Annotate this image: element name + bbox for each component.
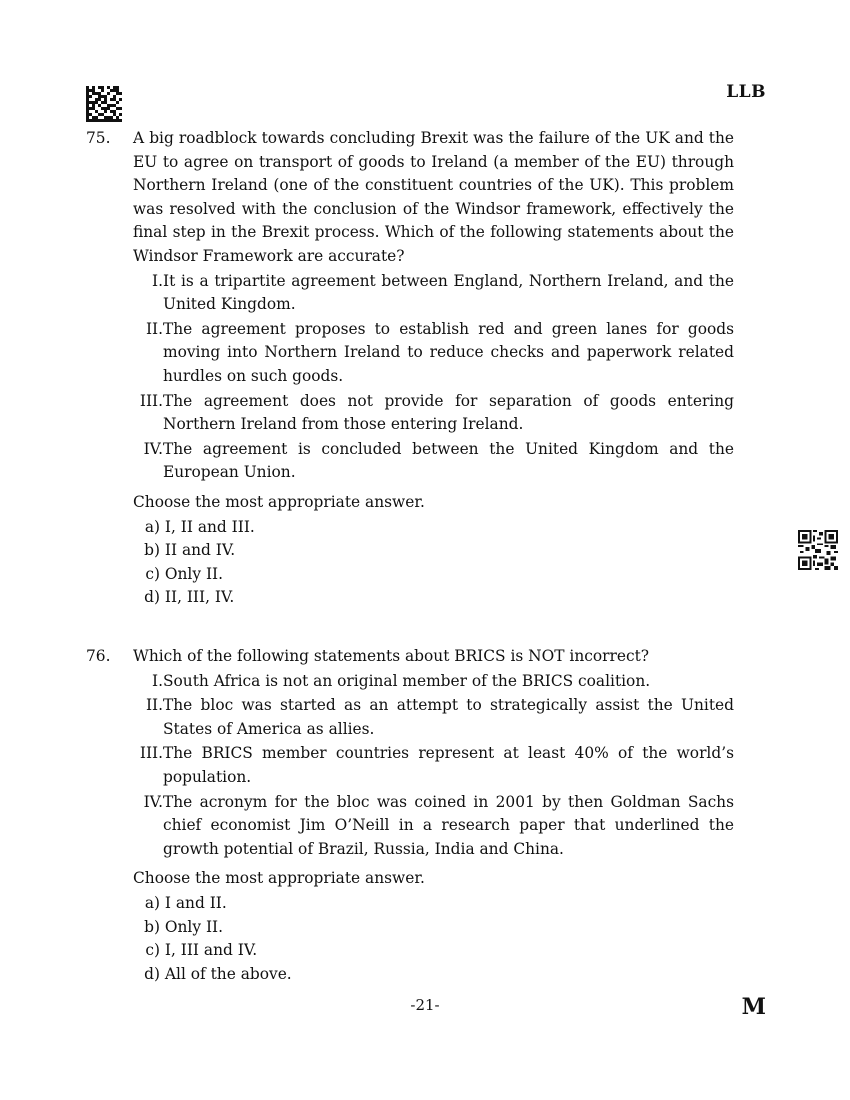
option-letter: d) (144, 964, 160, 983)
option-letter: d) (144, 588, 160, 607)
statement-item (133, 791, 734, 862)
option-text: I, II and III. (164, 517, 255, 536)
option-text: I and II. (164, 893, 227, 912)
option-letter: c) (145, 564, 160, 583)
question-76 (86, 645, 734, 986)
series-code: M (741, 994, 766, 1020)
statement-numeral: I. (152, 671, 163, 690)
question-75 (86, 127, 734, 610)
question-stem: A big roadblock towards concluding Brexit was the failure of the UK and the EU to agree on transport of goods to Ireland (a member of the EU) through Northern Ireland (one of the constituent countries of the UK). This problem was resolved with the conclusion of the Windsor framework, effectively the final step in the Brexit process. Which of the following statements about the Windsor Framework are accurate? (133, 129, 734, 265)
option-letter: c) (145, 941, 160, 960)
exam-code-header: LLB (726, 82, 766, 102)
option-letter: a) (144, 517, 160, 536)
answer-prompt: Choose the most appropriate answer. (133, 492, 425, 511)
option-d[interactable] (133, 586, 734, 610)
option-d[interactable] (133, 963, 734, 987)
statement-text: The bloc was started as an attempt to strategically assist the United States of America as allies. (163, 696, 734, 738)
option-list (133, 892, 734, 986)
option-b[interactable] (133, 539, 734, 563)
option-letter: b) (144, 541, 160, 560)
question-number: 76. (86, 647, 111, 665)
statement-item (133, 670, 734, 694)
option-text: Only II. (164, 564, 223, 583)
statement-item (133, 390, 734, 437)
statement-item (133, 694, 734, 741)
statement-text: The acronym for the bloc was coined in 2001 by then Goldman Sachs chief economist Jim O’Neill in a research paper that underlined the growth potential of Brazil, Russia, India and China. (163, 792, 734, 858)
page-number: -21- (410, 996, 440, 1014)
qr-code-icon (798, 530, 838, 570)
question-stem: Which of the following statements about BRICS is NOT incorrect? (133, 647, 650, 665)
option-list (133, 516, 734, 610)
option-letter: a) (144, 893, 160, 912)
option-a[interactable] (133, 516, 734, 540)
statement-numeral: IV. (143, 792, 163, 811)
statement-numeral: IV. (143, 439, 163, 458)
option-letter: b) (144, 917, 160, 936)
statement-numeral: II. (145, 696, 163, 715)
option-text: I, III and IV. (164, 941, 258, 960)
statement-item (133, 742, 734, 789)
datamatrix-barcode-icon (85, 86, 123, 122)
statement-text: The BRICS member countries represent at least 40% of the world’s population. (163, 744, 734, 786)
statement-numeral: III. (139, 391, 163, 410)
statement-numeral: II. (145, 319, 163, 338)
answer-prompt: Choose the most appropriate answer. (133, 869, 425, 888)
option-c[interactable] (133, 939, 734, 963)
statement-item (133, 318, 734, 389)
statement-text: The agreement does not provide for separation of goods entering Northern Ireland from those entering Ireland. (163, 391, 734, 434)
statement-text: South Africa is not an original member of the BRICS coalition. (163, 671, 651, 690)
option-text: All of the above. (164, 964, 292, 983)
option-a[interactable] (133, 892, 734, 916)
statement-item (133, 270, 734, 317)
option-text: II, III, IV. (164, 588, 235, 607)
statement-list (133, 670, 734, 862)
option-c[interactable] (133, 563, 734, 587)
option-text: Only II. (164, 917, 223, 936)
statement-item (133, 438, 734, 485)
statement-text: The agreement is concluded between the United Kingdom and the European Union. (163, 439, 734, 482)
question-number: 75. (86, 129, 111, 147)
statement-text: It is a tripartite agreement between England, Northern Ireland, and the United Kingdom. (163, 271, 734, 314)
statement-text: The agreement proposes to establish red and green lanes for goods moving into Northern Ireland to reduce checks and paperwork related hurdles on such goods. (163, 319, 734, 385)
statement-numeral: III. (139, 744, 163, 763)
statement-numeral: I. (152, 271, 163, 290)
option-b[interactable] (133, 916, 734, 940)
statement-list (133, 270, 734, 485)
option-text: II and IV. (164, 541, 236, 560)
